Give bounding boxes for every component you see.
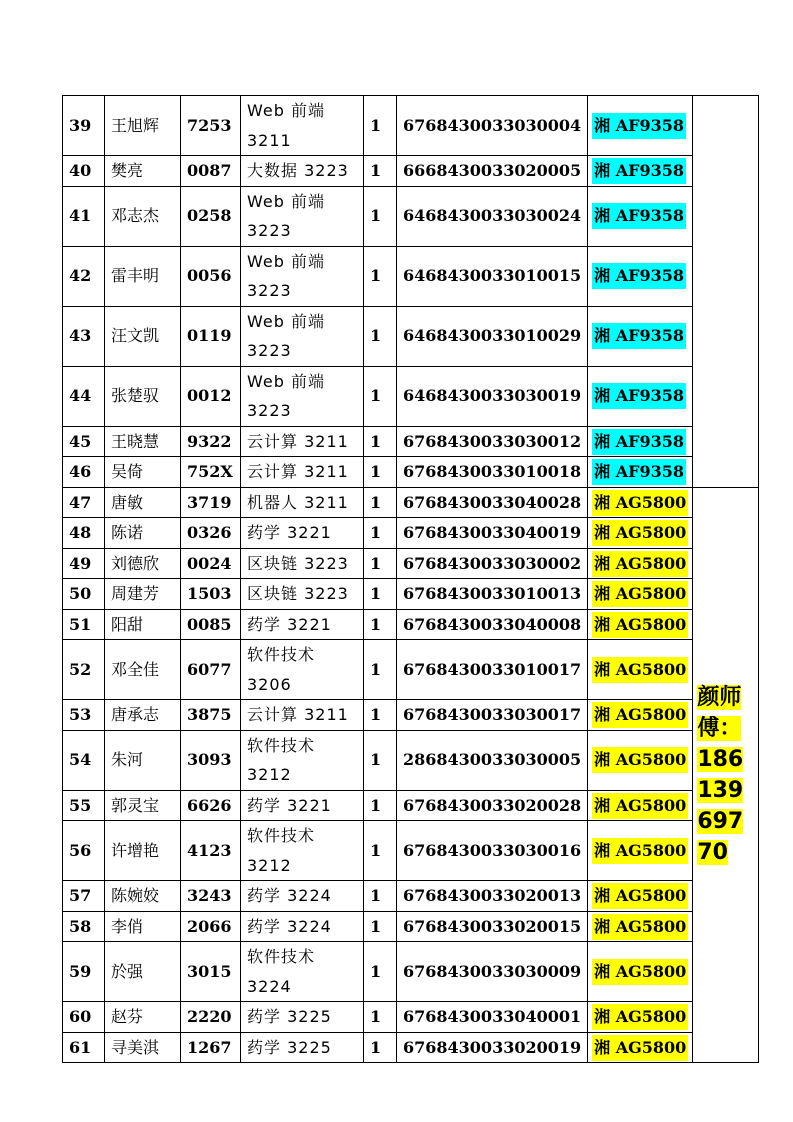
table-row xyxy=(63,426,759,457)
plate-label: 湘 AG5800 xyxy=(592,702,688,728)
count: 1 xyxy=(364,730,397,790)
table-row xyxy=(63,518,759,549)
plate-number xyxy=(588,1002,693,1033)
class-name: Web 前端 3223 xyxy=(241,246,364,306)
table-row xyxy=(63,366,759,426)
plate-number xyxy=(588,306,693,366)
row-number: 49 xyxy=(63,548,105,579)
class-name: 药学 3225 xyxy=(241,1032,364,1063)
plate-label: 湘 AG5800 xyxy=(592,883,688,909)
count: 1 xyxy=(364,518,397,549)
student-name: 阳甜 xyxy=(105,609,181,640)
row-number: 52 xyxy=(63,640,105,700)
id-suffix: 6077 xyxy=(181,640,241,700)
plate-number xyxy=(588,1032,693,1063)
table-row xyxy=(63,942,759,1002)
count: 1 xyxy=(364,881,397,912)
ticket-number: 6468430033030019 xyxy=(397,366,588,426)
count: 1 xyxy=(364,911,397,942)
student-name: 樊亮 xyxy=(105,156,181,187)
id-suffix: 7253 xyxy=(181,96,241,156)
row-number: 48 xyxy=(63,518,105,549)
ticket-number: 6768430033030004 xyxy=(397,96,588,156)
class-name: 药学 3221 xyxy=(241,609,364,640)
plate-number xyxy=(588,579,693,610)
plate-label: 湘 AG5800 xyxy=(592,1035,688,1061)
class-name: 云计算 3211 xyxy=(241,426,364,457)
id-suffix: 2220 xyxy=(181,1002,241,1033)
plate-number xyxy=(588,790,693,821)
id-suffix: 0258 xyxy=(181,186,241,246)
student-name: 唐承志 xyxy=(105,700,181,731)
plate-label: 湘 AF9358 xyxy=(592,459,686,485)
plate-number xyxy=(588,548,693,579)
row-number: 59 xyxy=(63,942,105,1002)
plate-number xyxy=(588,911,693,942)
class-name: 软件技术 3212 xyxy=(241,730,364,790)
plate-label: 湘 AG5800 xyxy=(592,581,688,607)
plate-number xyxy=(588,487,693,518)
class-name: 软件技术 3224 xyxy=(241,942,364,1002)
row-number: 53 xyxy=(63,700,105,731)
id-suffix: 1267 xyxy=(181,1032,241,1063)
driver-contact: 颜师傅：18613969770 xyxy=(697,684,744,865)
plate-number xyxy=(588,609,693,640)
ticket-number: 6768430033040028 xyxy=(397,487,588,518)
student-name: 许增艳 xyxy=(105,821,181,881)
ticket-number: 6768430033020028 xyxy=(397,790,588,821)
roster-table xyxy=(62,95,759,1063)
plate-label: 湘 AG5800 xyxy=(592,747,688,773)
row-number: 55 xyxy=(63,790,105,821)
plate-label: 湘 AG5800 xyxy=(592,914,688,940)
row-number: 50 xyxy=(63,579,105,610)
student-name: 王晓慧 xyxy=(105,426,181,457)
table-row xyxy=(63,730,759,790)
row-number: 60 xyxy=(63,1002,105,1033)
row-number: 44 xyxy=(63,366,105,426)
class-name: Web 前端 3211 xyxy=(241,96,364,156)
class-name: 药学 3221 xyxy=(241,518,364,549)
table-row xyxy=(63,487,759,518)
id-suffix: 2066 xyxy=(181,911,241,942)
driver-note xyxy=(693,487,759,1063)
ticket-number: 6768430033040019 xyxy=(397,518,588,549)
class-name: 药学 3224 xyxy=(241,881,364,912)
ticket-number: 6768430033010017 xyxy=(397,640,588,700)
id-suffix: 3719 xyxy=(181,487,241,518)
class-name: 云计算 3211 xyxy=(241,700,364,731)
plate-label: 湘 AF9358 xyxy=(592,383,686,409)
table-row xyxy=(63,911,759,942)
class-name: 药学 3224 xyxy=(241,911,364,942)
id-suffix: 0024 xyxy=(181,548,241,579)
ticket-number: 6468430033010029 xyxy=(397,306,588,366)
ticket-number: 6468430033030024 xyxy=(397,186,588,246)
plate-number xyxy=(588,881,693,912)
plate-number xyxy=(588,96,693,156)
plate-number xyxy=(588,457,693,488)
plate-label: 湘 AG5800 xyxy=(592,612,688,638)
class-name: 大数据 3223 xyxy=(241,156,364,187)
student-name: 李俏 xyxy=(105,911,181,942)
table-row xyxy=(63,881,759,912)
count: 1 xyxy=(364,700,397,731)
class-name: 软件技术 3212 xyxy=(241,821,364,881)
id-suffix: 0119 xyxy=(181,306,241,366)
table-row xyxy=(63,548,759,579)
table-row xyxy=(63,790,759,821)
student-name: 赵芬 xyxy=(105,1002,181,1033)
count: 1 xyxy=(364,457,397,488)
count: 1 xyxy=(364,640,397,700)
student-name: 郭灵宝 xyxy=(105,790,181,821)
id-suffix: 6626 xyxy=(181,790,241,821)
plate-number xyxy=(588,700,693,731)
plate-label: 湘 AG5800 xyxy=(592,838,688,864)
count: 1 xyxy=(364,366,397,426)
class-name: Web 前端 3223 xyxy=(241,306,364,366)
count: 1 xyxy=(364,426,397,457)
ticket-number: 6768430033020013 xyxy=(397,881,588,912)
student-name: 陈诺 xyxy=(105,518,181,549)
student-name: 於强 xyxy=(105,942,181,1002)
table-row xyxy=(63,1002,759,1033)
plate-label: 湘 AG5800 xyxy=(592,520,688,546)
ticket-number: 2868430033030005 xyxy=(397,730,588,790)
ticket-number: 6768430033030002 xyxy=(397,548,588,579)
row-number: 46 xyxy=(63,457,105,488)
count: 1 xyxy=(364,821,397,881)
count: 1 xyxy=(364,487,397,518)
ticket-number: 6768430033040008 xyxy=(397,609,588,640)
count: 1 xyxy=(364,306,397,366)
driver-note-empty xyxy=(693,96,759,488)
id-suffix: 4123 xyxy=(181,821,241,881)
table-row xyxy=(63,156,759,187)
row-number: 47 xyxy=(63,487,105,518)
class-name: 机器人 3211 xyxy=(241,487,364,518)
table-row xyxy=(63,186,759,246)
ticket-number: 6768430033010018 xyxy=(397,457,588,488)
student-name: 汪文凯 xyxy=(105,306,181,366)
ticket-number: 6768430033010013 xyxy=(397,579,588,610)
class-name: 云计算 3211 xyxy=(241,457,364,488)
table-row xyxy=(63,700,759,731)
count: 1 xyxy=(364,1032,397,1063)
row-number: 42 xyxy=(63,246,105,306)
id-suffix: 0085 xyxy=(181,609,241,640)
id-suffix: 0056 xyxy=(181,246,241,306)
ticket-number: 6768430033030012 xyxy=(397,426,588,457)
row-number: 57 xyxy=(63,881,105,912)
ticket-number: 6668430033020005 xyxy=(397,156,588,187)
plate-label: 湘 AF9358 xyxy=(592,263,686,289)
class-name: 药学 3225 xyxy=(241,1002,364,1033)
row-number: 61 xyxy=(63,1032,105,1063)
class-name: 软件技术 3206 xyxy=(241,640,364,700)
plate-label: 湘 AG5800 xyxy=(592,1004,688,1030)
plate-label: 湘 AF9358 xyxy=(592,203,686,229)
id-suffix: 3875 xyxy=(181,700,241,731)
class-name: Web 前端 3223 xyxy=(241,366,364,426)
plate-number xyxy=(588,186,693,246)
plate-number xyxy=(588,426,693,457)
row-number: 51 xyxy=(63,609,105,640)
plate-number xyxy=(588,246,693,306)
ticket-number: 6768430033030009 xyxy=(397,942,588,1002)
count: 1 xyxy=(364,579,397,610)
id-suffix: 3093 xyxy=(181,730,241,790)
ticket-number: 6768430033020015 xyxy=(397,911,588,942)
student-name: 朱河 xyxy=(105,730,181,790)
table-row xyxy=(63,246,759,306)
class-name: 区块链 3223 xyxy=(241,548,364,579)
id-suffix: 9322 xyxy=(181,426,241,457)
row-number: 45 xyxy=(63,426,105,457)
row-number: 58 xyxy=(63,911,105,942)
id-suffix: 752X xyxy=(181,457,241,488)
count: 1 xyxy=(364,186,397,246)
row-number: 40 xyxy=(63,156,105,187)
student-name: 唐敏 xyxy=(105,487,181,518)
ticket-number: 6768430033040001 xyxy=(397,1002,588,1033)
table-row xyxy=(63,306,759,366)
row-number: 54 xyxy=(63,730,105,790)
plate-label: 湘 AG5800 xyxy=(592,657,688,683)
count: 1 xyxy=(364,1002,397,1033)
plate-label: 湘 AF9358 xyxy=(592,323,686,349)
plate-label: 湘 AG5800 xyxy=(592,959,688,985)
count: 1 xyxy=(364,942,397,1002)
student-name: 吴倚 xyxy=(105,457,181,488)
row-number: 56 xyxy=(63,821,105,881)
id-suffix: 0326 xyxy=(181,518,241,549)
class-name: 药学 3221 xyxy=(241,790,364,821)
count: 1 xyxy=(364,246,397,306)
id-suffix: 3015 xyxy=(181,942,241,1002)
table-row xyxy=(63,1032,759,1063)
table-row xyxy=(63,96,759,156)
student-name: 张楚驭 xyxy=(105,366,181,426)
plate-number xyxy=(588,640,693,700)
plate-number xyxy=(588,730,693,790)
id-suffix: 3243 xyxy=(181,881,241,912)
plate-label: 湘 AG5800 xyxy=(592,551,688,577)
plate-number xyxy=(588,821,693,881)
count: 1 xyxy=(364,609,397,640)
student-name: 陈婉姣 xyxy=(105,881,181,912)
table-row xyxy=(63,457,759,488)
plate-number xyxy=(588,518,693,549)
table-row xyxy=(63,640,759,700)
ticket-number: 6768430033020019 xyxy=(397,1032,588,1063)
count: 1 xyxy=(364,96,397,156)
id-suffix: 1503 xyxy=(181,579,241,610)
plate-label: 湘 AG5800 xyxy=(592,793,688,819)
ticket-number: 6468430033010015 xyxy=(397,246,588,306)
ticket-number: 6768430033030017 xyxy=(397,700,588,731)
count: 1 xyxy=(364,156,397,187)
plate-label: 湘 AF9358 xyxy=(592,158,686,184)
class-name: 区块链 3223 xyxy=(241,579,364,610)
roster-body xyxy=(63,96,759,1063)
row-number: 39 xyxy=(63,96,105,156)
ticket-number: 6768430033030016 xyxy=(397,821,588,881)
student-name: 雷丰明 xyxy=(105,246,181,306)
table-row xyxy=(63,579,759,610)
student-name: 邓全佳 xyxy=(105,640,181,700)
class-name: Web 前端 3223 xyxy=(241,186,364,246)
student-name: 周建芳 xyxy=(105,579,181,610)
row-number: 43 xyxy=(63,306,105,366)
count: 1 xyxy=(364,548,397,579)
plate-number xyxy=(588,942,693,1002)
plate-label: 湘 AF9358 xyxy=(592,113,686,139)
student-name: 刘德欣 xyxy=(105,548,181,579)
plate-label: 湘 AG5800 xyxy=(592,490,688,516)
count: 1 xyxy=(364,790,397,821)
student-name: 邓志杰 xyxy=(105,186,181,246)
plate-number xyxy=(588,366,693,426)
id-suffix: 0012 xyxy=(181,366,241,426)
student-name: 寻美淇 xyxy=(105,1032,181,1063)
id-suffix: 0087 xyxy=(181,156,241,187)
row-number: 41 xyxy=(63,186,105,246)
table-row xyxy=(63,609,759,640)
student-name: 王旭辉 xyxy=(105,96,181,156)
table-row xyxy=(63,821,759,881)
plate-number xyxy=(588,156,693,187)
plate-label: 湘 AF9358 xyxy=(592,429,686,455)
